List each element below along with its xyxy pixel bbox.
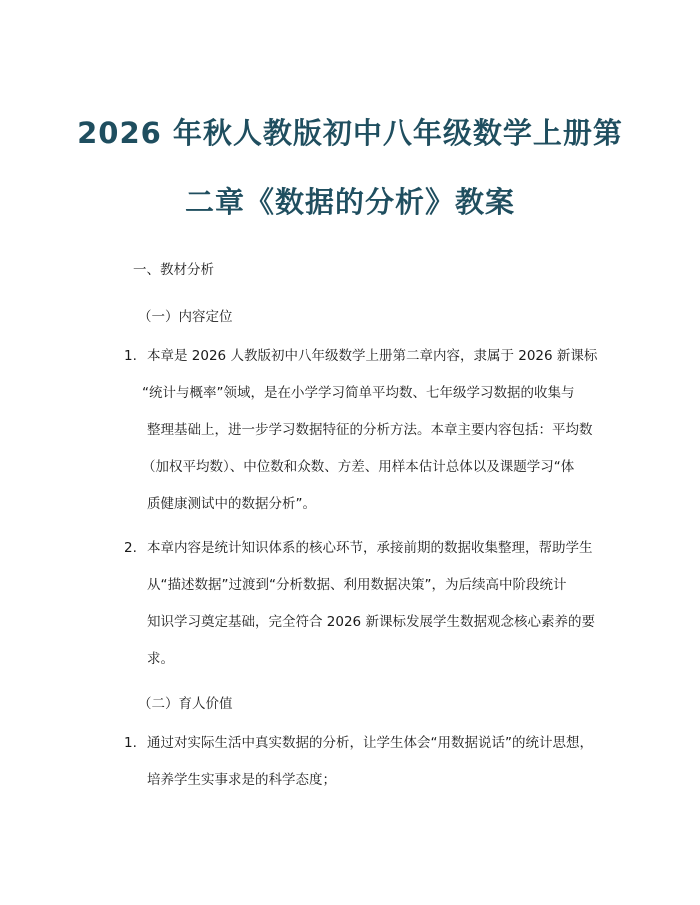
list-item (124, 338, 644, 523)
list-item (124, 725, 644, 799)
list-item-line: 本章内容是统计知识体系的核心环节，承接前期的数据收集整理，帮助学生 (147, 540, 593, 556)
list-item-line: “统计与概率”领域，是在小学学习简单平均数、七年级学习数据的收集与 (142, 385, 575, 401)
subsection-heading-value: （二）育人价值 (138, 696, 233, 712)
list-item-line: （加权平均数）、中位数和众数、方差、用样本估计总体以及课题学习“体 (142, 459, 575, 475)
list-item-line: 通过对实际生活中真实数据的分析，让学生体会“用数据说话”的统计思想， (147, 735, 593, 751)
subsection-heading-content: （一）内容定位 (138, 309, 233, 325)
list-item (124, 530, 644, 678)
list-item-line: 从“描述数据”过渡到“分析数据、利用数据决策”，为后续高中阶段统计 (147, 577, 567, 593)
document-title-line-1: 2026 年秋人教版初中八年级数学上册第 (77, 116, 623, 150)
list-item-number: 1. (124, 348, 137, 364)
list-item-line: 整理基础上，进一步学习数据特征的分析方法。本章主要内容包括：平均数 (147, 422, 593, 438)
section-heading: 一、教材分析 (133, 262, 214, 278)
document-title-line-2: 二章《数据的分析》教案 (184, 185, 515, 219)
list-item-line: 求。 (147, 651, 174, 667)
list-item-line: 培养学生实事求是的科学态度； (147, 772, 336, 788)
list-item-line: 知识学习奠定基础，完全符合 2026 新课标发展学生数据观念核心素养的要 (147, 614, 595, 630)
list-item-number: 2. (124, 540, 137, 556)
list-item-line: 质健康测试中的数据分析”。 (147, 496, 316, 512)
list-item-number: 1. (124, 735, 137, 751)
list-item-line: 本章是 2026 人教版初中八年级数学上册第二章内容，隶属于 2026 新课标 (147, 348, 598, 364)
